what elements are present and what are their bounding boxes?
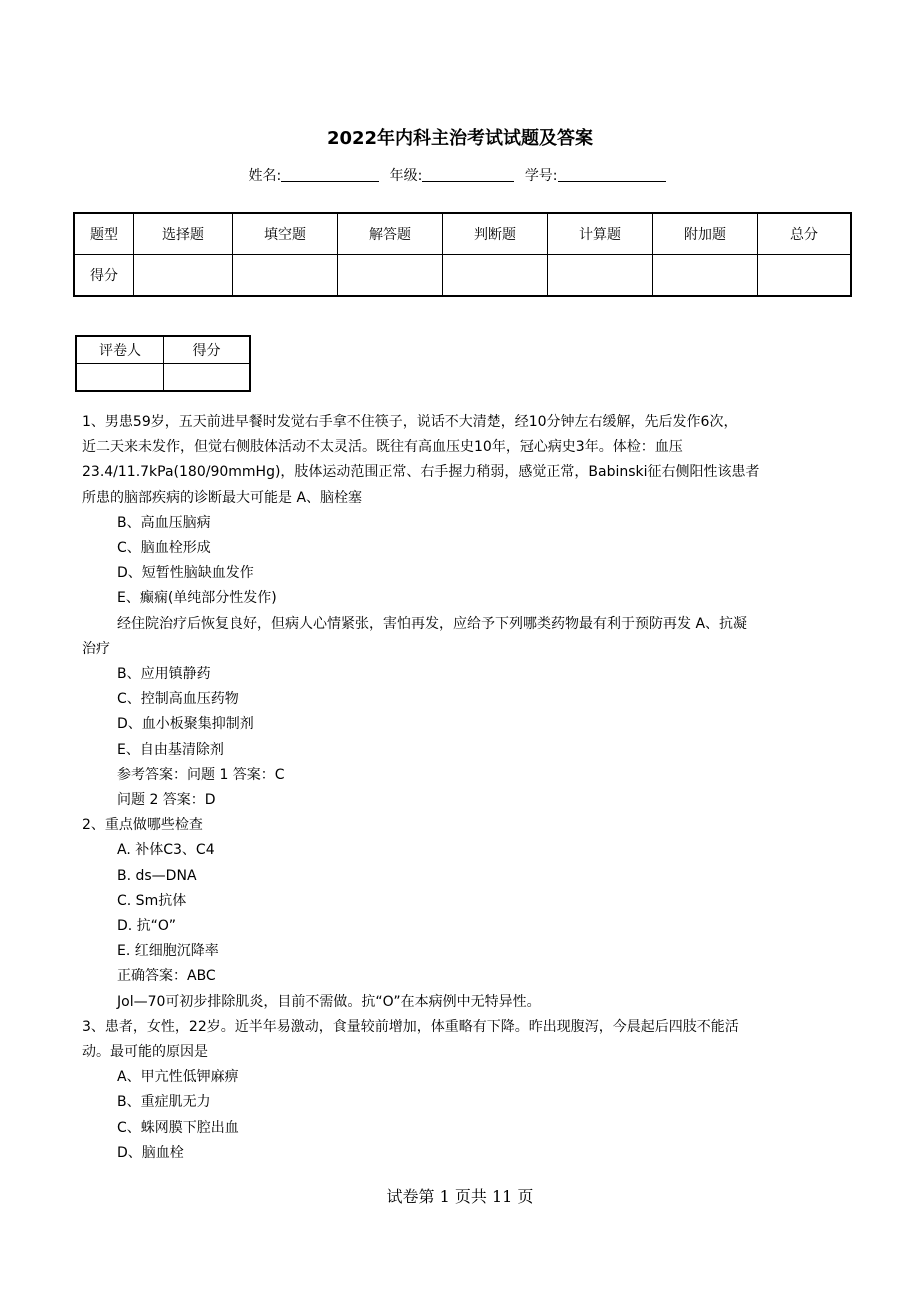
score-table-header-row — [74, 213, 851, 255]
grader-header-cell: 评卷人 — [76, 336, 164, 364]
option-line: E. 红细胞沉降率 — [117, 943, 219, 960]
score-table-score-row — [74, 255, 851, 297]
answer-line: 参考答案：问题 1 答案：C — [117, 766, 285, 783]
score-cell — [233, 255, 338, 297]
grader-cell — [164, 364, 251, 392]
option-line: B、重症肌无力 — [117, 1094, 211, 1111]
name-blank — [281, 167, 379, 182]
grader-header-cell: 得分 — [164, 336, 251, 364]
grade-blank — [422, 167, 514, 182]
question-line: 所患的脑部疾病的诊断最大可能是 A、脑栓塞 — [82, 489, 363, 506]
option-line: D、脑血栓 — [117, 1144, 184, 1161]
score-header-cell: 附加题 — [653, 213, 758, 255]
question-line: 近二天来未发作，但觉右侧肢体活动不太灵活。既往有高血压史10年，冠心病史3年。体检：血压 — [82, 439, 683, 456]
score-header-cell: 解答题 — [338, 213, 443, 255]
option-line: C. Sm抗体 — [117, 892, 187, 909]
name-label: 姓名: — [248, 168, 282, 184]
question-line: 3、患者，女性，22岁。近半年易激动，食量较前增加，体重略有下降。昨出现腹泻，今晨起后四肢不能活 — [82, 1018, 739, 1035]
grade-label: 年级: — [389, 168, 423, 184]
option-line: E、自由基清除剂 — [117, 741, 224, 758]
score-header-cell: 题型 — [74, 213, 134, 255]
answer-line: 问题 2 答案：D — [117, 792, 216, 809]
score-header-cell: 总分 — [758, 213, 852, 255]
page-footer: 试卷第 1 页共 11 页 — [386, 1187, 534, 1206]
option-line: B. ds—DNA — [117, 867, 197, 884]
explanation-line: Jol—70可初步排除肌炎，目前不需做。抗“O”在本病例中无特异性。 — [117, 993, 541, 1010]
score-cell — [443, 255, 548, 297]
option-line: E、癫痫(单纯部分性发作) — [117, 590, 277, 607]
option-line: A. 补体C3、C4 — [117, 842, 215, 859]
option-line: D. 抗“O” — [117, 918, 176, 935]
id-label: 学号: — [524, 168, 558, 184]
score-cell — [548, 255, 653, 297]
student-info-line — [0, 165, 920, 185]
option-line: C、控制高血压药物 — [117, 691, 239, 708]
option-line: D、血小板聚集抑制剂 — [117, 716, 254, 733]
option-line: C、脑血栓形成 — [117, 540, 211, 557]
option-line: D、短暂性脑缺血发作 — [117, 565, 254, 582]
option-line: B、应用镇静药 — [117, 666, 211, 683]
grader-header-row — [76, 336, 250, 364]
question-line: 动。最可能的原因是 — [82, 1044, 208, 1061]
option-line: A、甲亢性低钾麻痹 — [117, 1069, 239, 1086]
option-line: C、蛛网膜下腔出血 — [117, 1119, 239, 1136]
score-cell — [338, 255, 443, 297]
question-line: 1、男患59岁，五天前进早餐时发觉右手拿不住筷子，说话不大清楚，经10分钟左右缓解，先后发作6次， — [82, 414, 738, 430]
answer-line: 正确答案：ABC — [117, 968, 216, 985]
score-row-label: 得分 — [74, 255, 134, 297]
score-header-cell: 填空题 — [233, 213, 338, 255]
question-content — [82, 410, 842, 1166]
page-title: 2022年内科主治考试试题及答案 — [326, 128, 594, 149]
question-line: 经住院治疗后恢复良好，但病人心情紧张，害怕再发，应给予下列哪类药物最有利于预防再发 A、抗凝 — [117, 615, 748, 632]
score-cell — [134, 255, 233, 297]
question-line: 23.4/11.7kPa(180/90mmHg)，肢体运动范围正常、右手握力稍弱，感觉正常，Babinski征右侧阳性该患者 — [82, 464, 760, 481]
score-header-cell: 选择题 — [134, 213, 233, 255]
score-cell — [653, 255, 758, 297]
question-line: 治疗 — [82, 640, 110, 657]
score-cell — [758, 255, 852, 297]
id-blank — [558, 167, 666, 182]
score-header-cell: 计算题 — [548, 213, 653, 255]
grader-entry-row — [76, 364, 250, 392]
score-table — [73, 212, 852, 297]
grader-table — [75, 335, 251, 392]
question-line: 2、重点做哪些检查 — [82, 817, 203, 834]
grader-cell — [76, 364, 164, 392]
score-header-cell: 判断题 — [443, 213, 548, 255]
option-line: B、高血压脑病 — [117, 514, 211, 531]
